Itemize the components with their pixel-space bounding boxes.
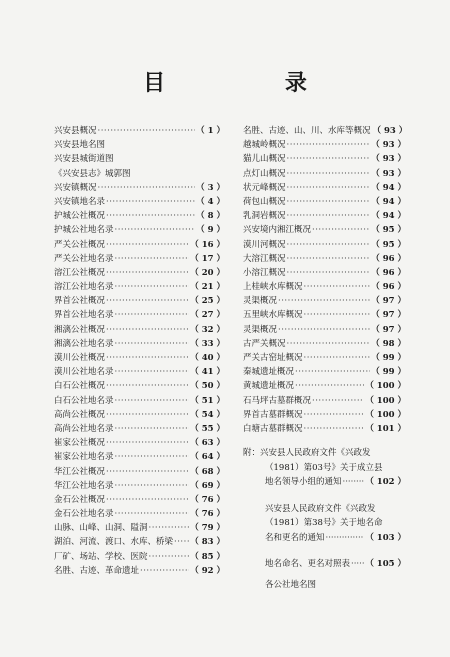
toc-entry-label: 乳洞岩概况 [243, 211, 286, 222]
toc-entry-page-number: （ 95 ） [371, 225, 406, 236]
toc-entry-page-number: （ 64 ） [190, 452, 225, 463]
toc-entry [54, 138, 225, 152]
toc-entry-page-number: （ 96 ） [371, 267, 406, 278]
toc-entry-label: 漠川公社概况 [54, 353, 106, 363]
toc-entry-page-number: （ 94 ） [371, 182, 406, 193]
toc-entry-page-number: （ 97 ） [371, 310, 406, 321]
dot-leader [278, 294, 370, 308]
toc-entry-label: 名胜、古迹、山、川、水库等概况 [243, 126, 371, 136]
dot-leader [287, 337, 371, 351]
dot-leader [287, 167, 371, 181]
toc-entry-page-number: （ 101 ） [365, 423, 406, 434]
dot-leader [115, 252, 190, 266]
toc-entry-page-number: （ 40 ） [190, 353, 225, 363]
toc-entry-page-number: （ 63 ） [190, 438, 225, 449]
dot-leader [278, 323, 370, 337]
appendix-item-2-line-1: 兴安县人民政府文件《兴政发 [265, 503, 376, 514]
toc-entry-label: 名胜、古迹、革命遗址 [54, 565, 140, 576]
appendix-item-2-line-3 [243, 531, 406, 546]
toc-entry [54, 167, 225, 181]
toc-entry-label: 崔家公社地名录 [54, 452, 114, 463]
toc-entry [54, 280, 225, 294]
dot-leader [98, 124, 196, 138]
toc-entry-label: 厂矿、场站、学校、医院 [54, 551, 148, 562]
toc-entry [54, 394, 225, 408]
dot-leader [304, 351, 371, 365]
toc-entry-label: 兴安镇概况 [54, 182, 97, 193]
toc-entry-page-number: （ 85 ） [190, 551, 225, 562]
toc-entry-label: 高尚公社地名录 [54, 423, 114, 434]
toc-entry-label: 漠川公社地名录 [54, 367, 114, 378]
dot-leader [115, 223, 196, 237]
dot-leader [98, 181, 196, 195]
toc-entry-label: 上桂峡水库概况 [243, 282, 303, 293]
toc-entry [243, 252, 406, 266]
dot-leader [287, 195, 371, 209]
toc-entry [54, 408, 225, 422]
appendix-section [243, 446, 406, 592]
toc-left-column [54, 124, 225, 578]
toc-entry [54, 465, 225, 479]
dot-leader [115, 450, 190, 464]
toc-entry-label: 猫儿山概况 [243, 154, 286, 165]
dot-leader [287, 152, 371, 166]
dot-leader [115, 337, 190, 351]
toc-entry [54, 337, 225, 351]
toc-entry [54, 550, 225, 564]
toc-entry-page-number: （ 95 ） [371, 239, 406, 250]
toc-entry-page-number: （ 20 ） [190, 267, 225, 278]
dot-leader [115, 394, 190, 408]
toc-entry-page-number: （ 69 ） [190, 480, 225, 491]
toc-entry-label: 护城公社地名录 [54, 225, 114, 236]
toc-entry-page-number: （ 1 ） [196, 126, 225, 136]
dot-leader [106, 408, 189, 422]
toc-entry-page-number: （ 93 ） [371, 154, 406, 165]
toc-entry-page-number: （ 98 ） [371, 338, 406, 349]
toc-entry [54, 152, 225, 166]
toc-entry [243, 351, 406, 365]
toc-entry-label: 灵渠概况 [243, 296, 278, 307]
toc-entry [243, 394, 406, 408]
toc-entry [54, 521, 225, 535]
toc-entry-label: 严关公社概况 [54, 239, 106, 250]
toc-entry-page-number: （ 9 ） [196, 225, 225, 236]
toc-entry [243, 238, 406, 252]
toc-entry-page-number: （ 32 ） [190, 324, 225, 335]
toc-entry-label: 白石公社地名录 [54, 395, 114, 406]
dot-leader [312, 394, 364, 408]
toc-entry-label: 华江公社地名录 [54, 480, 114, 491]
toc-entry [54, 266, 225, 280]
appendix-item-1-line-1: 附：兴安县人民政府文件《兴政发 [243, 448, 371, 458]
appendix-item-1 [243, 446, 406, 490]
toc-entry-label: 古严关概况 [243, 338, 286, 349]
toc-entry [243, 294, 406, 308]
toc-entry [243, 308, 406, 322]
dot-leader [140, 564, 189, 578]
toc-entry-label: 状元峰概况 [243, 182, 286, 193]
toc-entry [243, 124, 406, 138]
toc-entry-label: 秦城遗址概况 [243, 367, 295, 378]
toc-entry [243, 422, 406, 436]
dot-leader [287, 138, 371, 152]
dot-leader [115, 308, 190, 322]
toc-entry-label: 大溶江概况 [243, 253, 286, 264]
toc-entry-label: 荷包山概况 [243, 196, 286, 207]
dot-leader [106, 266, 189, 280]
toc-entry [243, 209, 406, 223]
dot-leader [115, 479, 190, 493]
toc-entry-page-number: （ 96 ） [371, 282, 406, 293]
toc-entry-page-number: （ 8 ） [196, 211, 225, 222]
toc-entry [54, 252, 225, 266]
toc-entry-page-number: （ 17 ） [190, 253, 225, 264]
toc-entry-label: 《兴安县志》城郭图 [54, 168, 131, 179]
toc-entry-label: 黄城遗址概况 [243, 381, 295, 392]
toc-entry-page-number: （ 83 ） [190, 537, 225, 548]
toc-entry-page-number: （ 68 ） [190, 466, 225, 477]
toc-entry [54, 479, 225, 493]
dot-leader [115, 280, 190, 294]
toc-entry [54, 493, 225, 507]
toc-entry-label: 护城公社概况 [54, 211, 106, 222]
dot-leader [343, 475, 365, 490]
toc-entry [243, 408, 406, 422]
toc-entry-page-number: （ 33 ） [190, 338, 225, 349]
toc-entry-page-number: （ 4 ） [196, 196, 225, 207]
toc-entry [54, 308, 225, 322]
toc-entry [54, 323, 225, 337]
dot-leader [312, 223, 370, 237]
dot-leader [106, 436, 189, 450]
dot-leader [304, 308, 371, 322]
toc-entry [243, 195, 406, 209]
toc-entry-page-number: （ 92 ） [190, 565, 225, 576]
toc-entry-label: 灵渠概况 [243, 324, 278, 335]
toc-entry-page-number: （ 3 ） [196, 182, 225, 193]
toc-entry-label: 兴安县地名图 [54, 140, 106, 151]
toc-entry [54, 124, 225, 138]
toc-entry [243, 323, 406, 337]
toc-entry-label: 兴安镇地名录 [54, 196, 106, 207]
toc-entry-page-number: （ 21 ） [190, 282, 225, 293]
dot-leader [149, 550, 190, 564]
dot-leader [287, 252, 371, 266]
toc-entry-page-number: （ 94 ） [371, 211, 406, 222]
appendix-item-4: 各公社地名图 [265, 579, 317, 590]
toc-entry [54, 209, 225, 223]
toc-entry-page-number: （ 50 ） [190, 381, 225, 392]
toc-entry [243, 379, 406, 393]
toc-entry [54, 379, 225, 393]
dot-leader [149, 521, 190, 535]
dot-leader [287, 266, 371, 280]
toc-entry-page-number: （ 76 ） [190, 509, 225, 520]
toc-entry-label: 点灯山概况 [243, 168, 286, 179]
dot-leader [106, 195, 195, 209]
toc-entry-label: 金石公社概况 [54, 494, 106, 505]
toc-entry-label: 越城岭概况 [243, 140, 286, 151]
toc-entry-label: 华江公社概况 [54, 466, 106, 477]
toc-entry-page-number: （ 25 ） [190, 296, 225, 307]
dot-leader [106, 238, 189, 252]
appendix-item-3-label: 地名命名、更名对照表 [265, 559, 351, 569]
appendix-item-2-label: 名和更名的通知 [265, 532, 325, 543]
toc-entry [243, 337, 406, 351]
appendix-item-3 [243, 557, 406, 572]
toc-entry-label: 兴安县城街道图 [54, 154, 114, 165]
dot-leader [351, 557, 364, 572]
toc-entry [54, 238, 225, 252]
toc-entry-label: 湘漓公社地名录 [54, 338, 114, 349]
toc-entry [54, 564, 225, 578]
toc-entry-label: 兴安境内湘江概况 [243, 225, 312, 236]
dot-leader [287, 181, 371, 195]
dot-leader [106, 209, 195, 223]
toc-entry-label: 石马坪古墓群概况 [243, 395, 312, 406]
toc-entry [54, 365, 225, 379]
toc-entry-page-number: （ 97 ） [371, 324, 406, 335]
toc-entry-page-number: （ 16 ） [190, 239, 225, 250]
toc-entry-label: 五里峡水库概况 [243, 310, 303, 321]
dot-leader [287, 238, 371, 252]
toc-entry-label: 严关公社地名录 [54, 253, 114, 264]
dot-leader [106, 379, 189, 393]
toc-entry-page-number: （ 100 ） [365, 381, 406, 392]
toc-entry [243, 280, 406, 294]
dot-leader [295, 365, 370, 379]
dot-leader [304, 408, 365, 422]
toc-entry-page-number: （ 51 ） [190, 395, 225, 406]
dot-leader [115, 365, 190, 379]
dot-leader [115, 422, 190, 436]
toc-entry-label: 兴安县概况 [54, 126, 97, 136]
dot-leader [287, 209, 371, 223]
dot-leader [106, 294, 189, 308]
toc-entry-page-number: （ 96 ） [371, 253, 406, 264]
dot-leader [106, 465, 189, 479]
page-title: 目 录 [143, 71, 363, 96]
toc-entry-page-number: （ 93 ） [371, 168, 406, 179]
toc-entry [243, 167, 406, 181]
toc-right-column [243, 124, 406, 436]
appendix-item-2-line-2: （1981）第38号》关于地名命 [265, 518, 383, 528]
toc-entry-label: 溶江公社地名录 [54, 282, 114, 293]
toc-entry-page-number: （ 55 ） [190, 423, 225, 434]
dot-leader [106, 493, 189, 507]
toc-entry-label: 白石公社概况 [54, 381, 106, 392]
toc-entry [54, 436, 225, 450]
appendix-item-1-line-2: （1981）第03号》关于成立县 [265, 462, 383, 473]
dot-leader [115, 507, 190, 521]
toc-entry-label: 崔家公社概况 [54, 438, 106, 449]
toc-entry [243, 365, 406, 379]
dot-leader [106, 323, 189, 337]
toc-entry [54, 450, 225, 464]
appendix-item-3-page: （ 105 ） [365, 559, 406, 569]
dot-leader [295, 379, 364, 393]
toc-entry-label: 山脉、山峰、山洞、隘洞 [54, 523, 148, 534]
toc-entry [54, 351, 225, 365]
toc-entry-label: 严关古窑址概况 [243, 353, 303, 363]
toc-entry-label: 界首公社地名录 [54, 310, 114, 321]
toc-entry-page-number: （ 99 ） [371, 353, 406, 363]
toc-entry-label: 高尚公社概况 [54, 409, 106, 420]
dot-leader [326, 531, 365, 546]
dot-leader [106, 351, 189, 365]
toc-entry [243, 223, 406, 237]
toc-entry [54, 181, 225, 195]
toc-entry-label: 湘漓公社概况 [54, 324, 106, 335]
toc-entry [54, 223, 225, 237]
appendix-item-1-label: 地名领导小组的通知 [265, 477, 342, 487]
dot-leader [174, 535, 189, 549]
toc-entry-label: 白塘古墓群概况 [243, 423, 303, 434]
toc-entry-label: 金石公社地名录 [54, 509, 114, 520]
toc-entry-page-number: （ 97 ） [371, 296, 406, 307]
toc-entry-label: 界首古墓群概况 [243, 409, 303, 420]
toc-entry-page-number: （ 41 ） [190, 367, 225, 378]
toc-entry-page-number: （ 100 ） [365, 409, 406, 420]
toc-entry-page-number: （ 93 ） [372, 126, 408, 136]
toc-entry-page-number: （ 93 ） [371, 140, 406, 151]
toc-entry [54, 507, 225, 521]
toc-entry-page-number: （ 54 ） [190, 409, 225, 420]
appendix-item-1-page: （ 102 ） [365, 477, 406, 487]
appendix-item-1-line-3 [243, 475, 406, 490]
toc-entry-label: 溶江公社概况 [54, 267, 106, 278]
toc-entry-label: 漠川河概况 [243, 239, 286, 250]
toc-entry-label: 小溶江概况 [243, 267, 286, 278]
toc-entry [243, 181, 406, 195]
toc-entry-page-number: （ 94 ） [371, 196, 406, 207]
toc-entry [243, 138, 406, 152]
toc-entry [243, 152, 406, 166]
toc-entry [54, 422, 225, 436]
toc-entry-label: 湖泊、河流、渡口、水库、桥梁 [54, 537, 174, 548]
toc-entry-page-number: （ 99 ） [371, 367, 406, 378]
appendix-item-2 [243, 502, 406, 546]
dot-leader [304, 280, 371, 294]
dot-leader [304, 422, 365, 436]
toc-entry [54, 535, 225, 549]
toc-entry-page-number: （ 100 ） [365, 395, 406, 406]
toc-entry-page-number: （ 27 ） [190, 310, 225, 321]
toc-entry-page-number: （ 79 ） [190, 523, 225, 534]
appendix-item-2-page: （ 103 ） [365, 532, 406, 543]
toc-entry [54, 294, 225, 308]
toc-entry [243, 266, 406, 280]
toc-entry-page-number: （ 76 ） [190, 494, 225, 505]
toc-entry-label: 界首公社概况 [54, 296, 106, 307]
toc-entry [54, 195, 225, 209]
